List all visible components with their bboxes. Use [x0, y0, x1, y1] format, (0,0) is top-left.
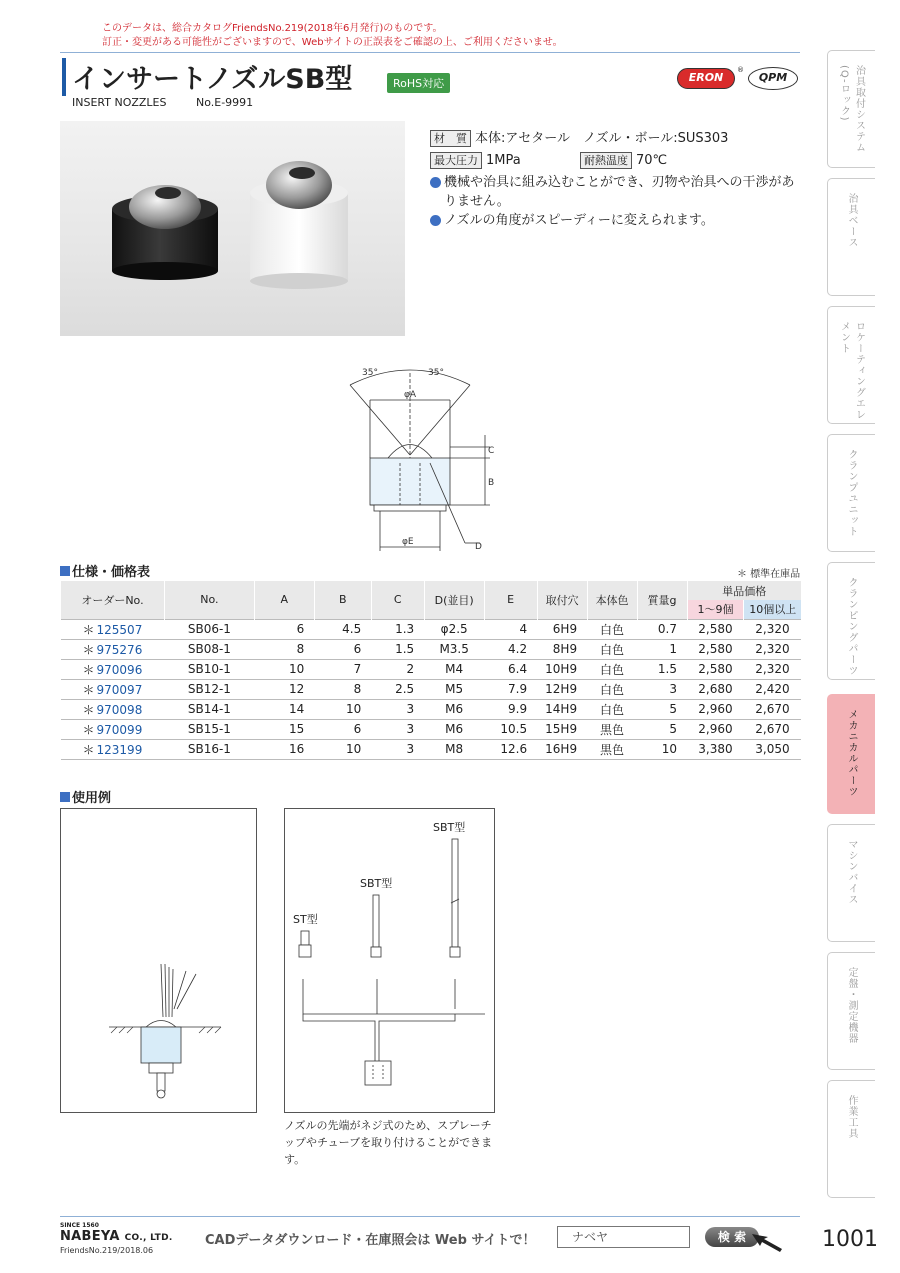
stock-note: ＊ 標準在庫品: [737, 569, 801, 580]
company-name: NABEYA: [60, 1229, 120, 1244]
table-row: [61, 639, 802, 659]
dimension-drawing: [330, 355, 530, 555]
dim-b: 7: [314, 659, 371, 679]
tab-label: クランプユニット: [846, 449, 857, 537]
title-accent-bar: [62, 58, 66, 96]
tab-label: 治具取付システム(Q-ロック): [838, 65, 865, 153]
site-search-input[interactable]: ナベヤ: [557, 1226, 690, 1248]
temp-value: 70℃: [636, 152, 668, 168]
order-no[interactable]: 970097: [96, 682, 143, 697]
table-row: [61, 659, 802, 679]
tab-mechanical-parts[interactable]: [827, 694, 875, 814]
mass: 1: [637, 639, 687, 659]
dim-d-label: D: [475, 542, 482, 552]
sbt-type-label-1: SBT型: [360, 877, 393, 890]
stock-star-icon: ＊: [82, 722, 95, 737]
price-1-9: 2,580: [687, 619, 744, 639]
feature-item: [430, 211, 805, 230]
order-no[interactable]: 970099: [96, 722, 143, 737]
order-no[interactable]: 970096: [96, 662, 143, 677]
price-10-plus: 2,670: [744, 699, 801, 719]
page-title: インサートノズルSB型: [72, 64, 353, 95]
stock-star-icon: ＊: [82, 742, 95, 757]
dim-e: 9.9: [484, 699, 537, 719]
spec-material-row: [430, 127, 728, 149]
dim-d: M8: [424, 739, 484, 759]
body-color: 白色: [587, 679, 637, 699]
mount-hole: 10H9: [537, 659, 587, 679]
usage-section-title: [60, 787, 111, 806]
dim-d: M6: [424, 719, 484, 739]
order-no-cell[interactable]: [61, 619, 165, 639]
header-mount-hole: 取付穴: [537, 581, 587, 619]
dim-b-label: B: [488, 478, 495, 488]
dim-c-label: C: [488, 446, 495, 456]
spec-pressure-row: [430, 149, 728, 171]
product-photo-illustration: [60, 121, 405, 336]
dim-a: 14: [254, 699, 314, 719]
tab-jig-mounting-system[interactable]: [827, 50, 875, 168]
header-order-no: オーダーNo.: [61, 581, 165, 619]
model-no: SB06-1: [164, 619, 254, 639]
model-no: SB16-1: [164, 739, 254, 759]
dim-b: 10: [314, 739, 371, 759]
dim-e-label: φE: [402, 537, 414, 547]
bullet-icon: [430, 215, 441, 226]
table-row: [61, 679, 802, 699]
feature-list: [430, 173, 805, 230]
body-color: 黒色: [587, 739, 637, 759]
body-color: 黒色: [587, 719, 637, 739]
model-no: SB14-1: [164, 699, 254, 719]
angle-right-label: 35°: [428, 368, 444, 378]
dim-b: 10: [314, 699, 371, 719]
mount-hole: 15H9: [537, 719, 587, 739]
model-no: SB12-1: [164, 679, 254, 699]
mass: 1.5: [637, 659, 687, 679]
mount-hole: 12H9: [537, 679, 587, 699]
company-suffix: CO., LTD.: [124, 1233, 173, 1243]
header-unit-price: 単品価格: [687, 581, 801, 600]
dim-e: 4: [484, 619, 537, 639]
usage-example-1: [60, 808, 257, 1113]
order-no-cell[interactable]: [61, 719, 165, 739]
dim-b: 6: [314, 719, 371, 739]
mount-hole: 8H9: [537, 639, 587, 659]
table-title-text: 仕様・価格表: [72, 565, 151, 580]
since-label: SINCE 1560: [60, 1222, 99, 1229]
order-no[interactable]: 970098: [96, 702, 143, 717]
price-10-plus: 2,420: [744, 679, 801, 699]
spec-block: [430, 127, 728, 171]
table-header-row: [61, 581, 802, 600]
header-body-color: 本体色: [587, 581, 637, 619]
dim-d: φ2.5: [424, 619, 484, 639]
dim-a: 10: [254, 659, 314, 679]
catalog-notice: [102, 22, 563, 50]
sbt-type-label-2: SBT型: [433, 821, 466, 834]
price-1-9: 2,960: [687, 699, 744, 719]
body-color: 白色: [587, 639, 637, 659]
price-1-9: 2,680: [687, 679, 744, 699]
header-e: E: [484, 581, 537, 619]
order-no-cell[interactable]: [61, 739, 165, 759]
dim-a: 16: [254, 739, 314, 759]
mass: 5: [637, 699, 687, 719]
dim-b: 4.5: [314, 619, 371, 639]
tab-label: クランピングパーツ: [846, 577, 857, 676]
product-subtitle: [72, 96, 253, 109]
body-color: 白色: [587, 699, 637, 719]
top-divider: [60, 52, 800, 53]
price-1-9: 2,960: [687, 719, 744, 739]
dim-a: 15: [254, 719, 314, 739]
product-number: No.E-9991: [195, 96, 254, 109]
spec-price-table: [60, 581, 801, 760]
tab-jig-base[interactable]: [827, 178, 875, 296]
dim-c: 3: [371, 699, 424, 719]
material-label: 材 質: [430, 130, 471, 147]
pressure-value: 1MPa: [486, 152, 521, 168]
rohs-badge: RoHS対応: [387, 73, 450, 93]
price-1-9: 2,580: [687, 639, 744, 659]
registered-mark: ®: [737, 66, 744, 74]
st-type-label: ST型: [293, 913, 318, 926]
search-button[interactable]: 検 索: [705, 1227, 759, 1247]
feature-text: 機械や治具に組み込むことができ、刃物や治具への干渉がありません。: [444, 175, 795, 209]
header-qty-10-plus: 10個以上: [744, 600, 801, 619]
table-row: [61, 719, 802, 739]
mount-hole: 14H9: [537, 699, 587, 719]
header-d: D(並目): [424, 581, 484, 619]
stock-star-icon: ＊: [82, 682, 95, 697]
tab-label: 作業工具: [846, 1095, 857, 1139]
dim-b: 8: [314, 679, 371, 699]
table-section-title: [60, 561, 150, 580]
dim-d: M4: [424, 659, 484, 679]
bullet-icon: [430, 177, 441, 188]
price-10-plus: 2,670: [744, 719, 801, 739]
dim-e: 10.5: [484, 719, 537, 739]
dim-d: M5: [424, 679, 484, 699]
tab-label: ロケーティングエレメント: [838, 321, 865, 420]
price-10-plus: 2,320: [744, 659, 801, 679]
table-row: [61, 619, 802, 639]
usage-illustration-1: [61, 809, 256, 1112]
header-b: B: [314, 581, 371, 619]
notice-line-2: 訂正・変更がある可能性がございますので、Webサイトの正誤表をご確認の上、ご利用くださいませ。: [102, 37, 563, 48]
dim-d: M3.5: [424, 639, 484, 659]
table-row: [61, 699, 802, 719]
dim-c: 3: [371, 739, 424, 759]
dim-c: 1.3: [371, 619, 424, 639]
order-no-cell[interactable]: [61, 639, 165, 659]
tab-work-tools[interactable]: [827, 1080, 875, 1198]
tab-label: 定盤・測定機器: [846, 967, 857, 1044]
stock-star-icon: ＊: [82, 662, 95, 677]
pressure-label: 最大圧力: [430, 152, 482, 169]
header-mass: 質量g: [637, 581, 687, 619]
usage-title-text: 使用例: [72, 791, 112, 806]
tab-label: 治具ベース: [846, 193, 857, 248]
order-no-cell[interactable]: [61, 699, 165, 719]
header-no: No.: [164, 581, 254, 619]
catalog-edition: FriendsNo.219/2018.06: [60, 1246, 154, 1255]
qpm-logo: QPM: [748, 67, 798, 90]
price-1-9: 3,380: [687, 739, 744, 759]
dim-e: 6.4: [484, 659, 537, 679]
price-1-9: 2,580: [687, 659, 744, 679]
dim-b: 6: [314, 639, 371, 659]
tab-machine-vise[interactable]: [827, 824, 875, 942]
section-square-icon: [60, 792, 70, 802]
order-no[interactable]: 125507: [96, 622, 143, 637]
dim-e: 7.9: [484, 679, 537, 699]
dim-e: 4.2: [484, 639, 537, 659]
section-square-icon: [60, 566, 70, 576]
tab-label: マシンバイス: [846, 839, 857, 905]
tab-label: メカニカルパーツ: [846, 709, 857, 797]
order-no-cell[interactable]: [61, 679, 165, 699]
dim-c: 1.5: [371, 639, 424, 659]
pointer-arrow-icon: [750, 1232, 784, 1254]
dim-a: 8: [254, 639, 314, 659]
price-10-plus: 2,320: [744, 619, 801, 639]
usage-note: ノズルの先端がネジ式のため、スプレーチップやチューブを取り付けることができます。: [284, 1119, 493, 1166]
footer-divider: [60, 1216, 800, 1217]
order-no[interactable]: 123199: [96, 742, 143, 757]
company-logo: [60, 1229, 173, 1244]
temp-label: 耐熱温度: [580, 152, 632, 169]
body-color: 白色: [587, 619, 637, 639]
page-number: 1001: [822, 1227, 878, 1252]
dim-e: 12.6: [484, 739, 537, 759]
dim-c: 3: [371, 719, 424, 739]
tab-surface-plate-measuring[interactable]: [827, 952, 875, 1070]
stock-star-icon: ＊: [82, 702, 95, 717]
product-photo: [60, 121, 405, 336]
stock-star-icon: ＊: [82, 642, 95, 657]
dimension-drawing-svg: [330, 355, 530, 555]
header-a: A: [254, 581, 314, 619]
dim-a-label: φA: [404, 390, 417, 400]
mount-hole: 6H9: [537, 619, 587, 639]
body-color: 白色: [587, 659, 637, 679]
dim-a: 6: [254, 619, 314, 639]
dim-c: 2.5: [371, 679, 424, 699]
mass: 5: [637, 719, 687, 739]
tab-clamping-parts[interactable]: [827, 562, 875, 680]
feature-item: [430, 173, 805, 211]
eron-logo: ERON: [677, 68, 735, 89]
mount-hole: 16H9: [537, 739, 587, 759]
model-no: SB15-1: [164, 719, 254, 739]
feature-text: ノズルの角度がスピーディーに変えられます。: [444, 213, 714, 228]
notice-line-1: このデータは、総合カタログFriendsNo.219(2018年6月発行)のものです。: [102, 23, 443, 34]
order-no[interactable]: 975276: [96, 642, 143, 657]
dim-a: 12: [254, 679, 314, 699]
header-qty-1-9: 1〜9個: [687, 600, 744, 619]
price-10-plus: 2,320: [744, 639, 801, 659]
mass: 0.7: [637, 619, 687, 639]
material-value: 本体:アセタール ノズル・ボール:SUS303: [475, 130, 729, 146]
angle-left-label: 35°: [362, 368, 378, 378]
stock-star-icon: ＊: [82, 622, 95, 637]
table-row: [61, 739, 802, 759]
usage-illustration-2: [285, 809, 494, 1112]
dim-c: 2: [371, 659, 424, 679]
price-10-plus: 3,050: [744, 739, 801, 759]
tab-clamp-unit[interactable]: [827, 434, 875, 552]
cad-download-text: CADデータダウンロード・在庫照会は Web サイトで！: [205, 1233, 536, 1248]
model-no: SB10-1: [164, 659, 254, 679]
product-english-name: INSERT NOZZLES: [72, 96, 167, 109]
order-no-cell[interactable]: [61, 659, 165, 679]
usage-example-2: [284, 808, 495, 1113]
model-no: SB08-1: [164, 639, 254, 659]
mass: 3: [637, 679, 687, 699]
tab-locating-element[interactable]: [827, 306, 875, 424]
mass: 10: [637, 739, 687, 759]
header-c: C: [371, 581, 424, 619]
dim-d: M6: [424, 699, 484, 719]
